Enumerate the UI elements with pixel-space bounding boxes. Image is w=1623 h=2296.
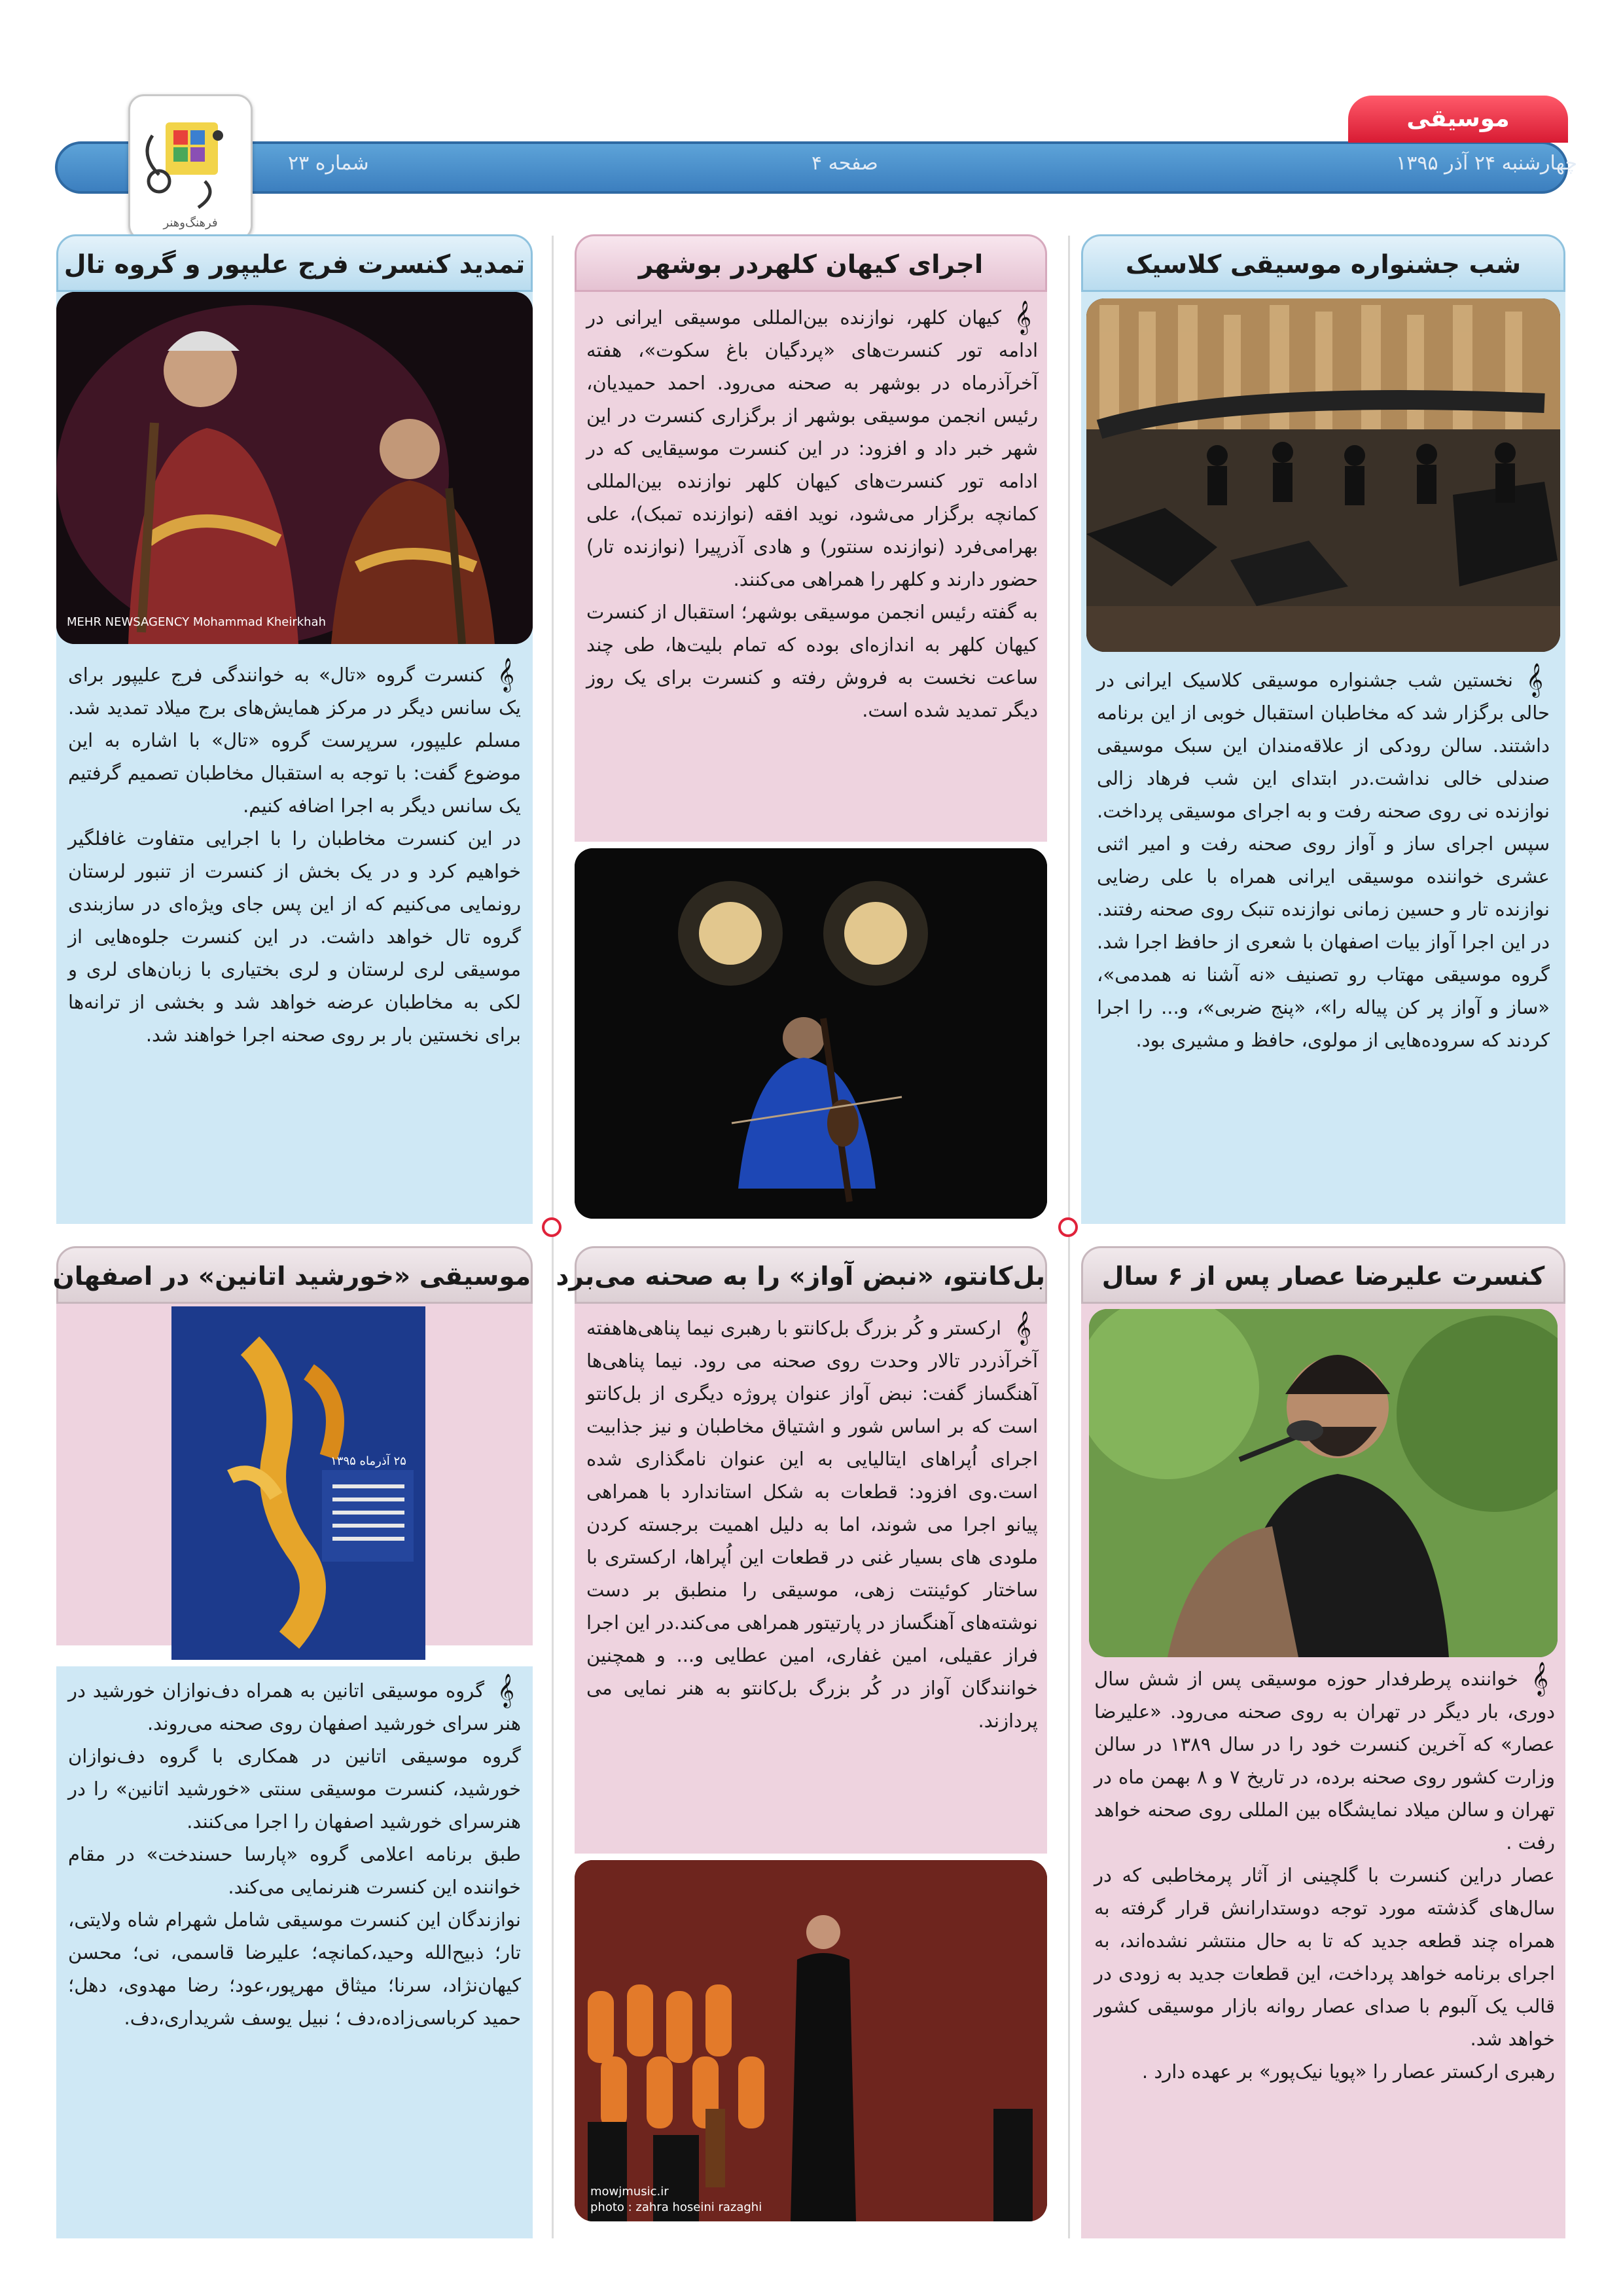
- divider-dot: [1058, 1217, 1078, 1237]
- article-title-classic: شب جشنواره موسیقی کلاسیک: [1081, 234, 1565, 292]
- tal-concert-photo: [56, 292, 533, 644]
- tal-paragraph-1: کنسرت گروه «تال» به خوانندگی فرج علیپور برای یک سانس دیگر در مرکز همایش‌های برج میلاد تمدید شد. مسلم علیپور، سرپرست گروه «تال» با اشاره به این موضوع گفت: با توجه به استقبال مخاطبان تصمیم گرفتیم یک سانس دیگر به اجرا اضافه کنیم.: [68, 664, 521, 817]
- article-title-khorshid: موسیقی «خورشید اتانین» در اصفهان: [56, 1246, 533, 1304]
- section-tab: موسیقی: [1348, 96, 1568, 143]
- article-title-assar: کنسرت علیرضا عصار پس از ۶ سال: [1081, 1246, 1565, 1304]
- music-note-icon: 𝄞: [1014, 1311, 1031, 1344]
- issue-date: چهارشنبه ۲۴ آذر ۱۳۹۵: [1396, 152, 1577, 175]
- article-body-classic: [1097, 664, 1550, 1056]
- belcanto-concert-photo: [575, 1860, 1047, 2221]
- tal-paragraph-2: در این کنسرت مخاطبان را با اجرایی متفاوت غافلگیر خواهیم کرد و در یک بخش از کنسرت از تنبور لرستان رونمایی می‌کنیم که از این پس جای ویژه‌ای در سازبندی گروه تال خواهد داشت. در این کنسرت جلوه‌هایی از موسیقی لری لرستان و لری بختیاری با زبان‌های لری و لکی به مخاطبان عرضه خواهد شد و بخشی از ترانه‌ها برای نخستین بار بر روی صحنه اجرا خواهند شد.: [68, 827, 521, 1046]
- poster-date: ۲۵ آذرماه ۱۳۹۵: [330, 1454, 406, 1468]
- article-body-khorshid: [68, 1674, 521, 2034]
- khorshid-paragraph-1: گروه موسیقی اتانین به همراه دف‌نوازان خورشید در هنر سرای خورشید اصفهان روی صحنه می‌روند.: [68, 1679, 521, 1734]
- music-note-icon: 𝄞: [1525, 663, 1543, 696]
- kalhor-paragraph-1: کیهان کلهر، نوازنده بین‌المللی موسیقی ایرانی در ادامه تور کنسرت‌های «پردگیان باغ سکوت»، هفته آخرآذرماه در بوشهر به صحنه می‌رود. احمد حمیدیان، رئیس انجمن موسیقی بوشهر از برگزاری کنسرت در این شهر خبر داد و افزود: در این کنسرت موسیقایی که در ادامه تور کنسرت‌های کیهان کلهر نوازنده بین‌المللی کمانچه برگزار می‌شود، نوید افقه (نوازنده تمبک)، علی بهرامی‌فرد (نوازنده سنتور) و هادی آذرپیرا (نوازنده تار) حضور دارند و کلهر را همراهی می‌کنند.: [586, 306, 1038, 590]
- music-note-icon: 𝄞: [1014, 300, 1031, 334]
- column-divider: [552, 236, 554, 2238]
- music-note-icon: 𝄞: [497, 1674, 514, 1707]
- article-title-tal: تمدید کنسرت فرج علیپور و گروه تال: [56, 234, 533, 292]
- page-number: صفحه ۴: [812, 152, 878, 175]
- article-title-kalhor: اجرای کیهان کلهردر بوشهر: [575, 234, 1047, 292]
- photo-credit: photo : zahra hoseini razaghi: [590, 2200, 762, 2214]
- column-divider: [1068, 236, 1070, 2238]
- assar-singer-photo: [1089, 1309, 1558, 1657]
- assar-paragraph-2: عصار دراین کنسرت با گلچینی از آثار پرمخاطبی که در سال‌های گذشته مورد توجه دوستدارانش قرار گرفته به همراه چند قطعه جدید که تا به حال منتشر نشده‌اند، به اجرای برنامه خواهد پرداخت، این قطعات جدید به زودی در قالب یک آلبوم با صدای عصار روانه بازار موسیقی کشور خواهد شد.: [1094, 1864, 1555, 2050]
- khorshid-paragraph-2: گروه موسیقی اتانین در همکاری با گروه دف‌نوازان خورشید، کنسرت موسیقی سنتی «خورشید اتانین» را در هنرسرای خورشید اصفهان را اجرا می‌کنند.: [68, 1745, 521, 1833]
- article-title-belcanto: بل‌کانتو، «نبض آواز» را به صحنه می‌برد: [575, 1246, 1047, 1304]
- article-body-belcanto: [586, 1312, 1038, 1737]
- belcanto-paragraph: ارکستر و کُر بزرگ بل‌کانتو با رهبری نیما پناهی‌هاهفته آخرآذردر تالار وحدت روی صحنه می رود. نیما پناهی‌ها آهنگساز گفت: نبض آواز عنوان پروژه دیگری از بل‌کانتو است که بر اساس شور و اشتیاق مخاطبان و نیز جذابیت اجرای اُپراهای ایتالیایی به این عنوان نامگذاری شده است.وی افزود: قطعات به شکل استاندارد با همراهی پیانو اجرا می شوند، اما به دلیل اهمیت برجسته کردن ملودی های بسیار غنی در قطعات این اُپراها، ارکستری با ساختار کوئینتت زهی، موسیقی را منطبق بر دست نوشته‌های آهنگساز در پارتیتور همراهی می‌کند.در این اجرا فراز عقیلی، امین غفاری، امین عطایی و... و همچنین خوانندگان آواز در کُر بزرگ بل‌کانتو به هنر نمایی می پردازند.: [586, 1317, 1038, 1732]
- khorshid-paragraph-3: طبق برنامه اعلامی گروه «پارسا حسندخت» در مقام خواننده این کنسرت هنرنمایی می‌کند.: [68, 1843, 521, 1898]
- music-note-icon: 𝄞: [497, 658, 514, 691]
- music-note-icon: 𝄞: [1531, 1662, 1548, 1695]
- khorshid-paragraph-4: نوازندگان این کنسرت موسیقی شامل شهرام شاه ولایتی، تار؛ ذبیح‌الله وحید،کمانچه؛ علیرضا قاسمی، نی؛ محسن کیهان‌نژاد، سرنا؛ میثاق مهرپور،عود؛ رضا مهدوی، دهل؛ حمید کرباسی‌زاده،دف ؛ نبیل یوسف شریداری،دف.: [68, 1909, 521, 2029]
- issue-number: شماره ۲۳: [288, 152, 369, 175]
- logo-text: فرهنگ‌وهنر: [163, 216, 218, 230]
- photo-credit: MEHR NEWSAGENCY Mohammad Kheirkhah: [67, 615, 326, 629]
- article-body-kalhor: [586, 301, 1038, 726]
- article-body-assar: [1094, 1662, 1555, 2088]
- assar-paragraph-3: رهبری ارکستر عصار را «پویا نیک‌پور» بر عهده دارد .: [1141, 2060, 1555, 2083]
- assar-paragraph-1: خواننده پرطرفدار حوزه موسیقی پس از شش سال دوری، بار دیگر در تهران به روی صحنه می‌رود. «علیرضا عصار» که آخرین کنسرت خود را در سال ۱۳۸۹ در سالن وزارت کشور روی صحنه برده، در تاریخ ۷ و ۸ بهمن ماه در تهران و سالن میلاد نمایشگاه بین المللی روی صحنه خواهد رفت .: [1094, 1668, 1555, 1854]
- classic-paragraph: نخستین شب جشنواره موسیقی کلاسیک ایرانی در حالی برگزار شد که مخاطبان استقبال خوبی از این برنامه داشتند. سالن رودکی از علاقه‌مندان این سبک موسیقی صندلی خالی نداشت.در ابتدای این شب فرهاد زالی نوازنده نی روی صحنه رفت و به اجرای موسیقی پرداخت. سپس اجرای ساز و آواز روی صحنه رفت و امیر اثنی عشری خواننده موسیقی ایرانی همراه با علی رضایی نوازنده تار و حسین زمانی نوازنده تنبک روی صحنه رفتند. در این اجرا آواز بیات اصفهان با شعری از حافظ اجرا شد. گروه موسیقی مهتاب رو تصنیف «نه آشنا نه همدمی»، «ساز و آواز پر کن پیاله را»، «پنج ضربی»، و... را اجرا کردند که سروده‌هایی از مولوی، حافظ و مشیری بود.: [1097, 669, 1550, 1051]
- divider-dot: [542, 1217, 562, 1237]
- khorshid-poster: [171, 1306, 425, 1660]
- photo-credit: mowjmusic.ir: [590, 2185, 669, 2198]
- classic-concert-photo: [1086, 298, 1560, 652]
- kalhor-paragraph-2: به گفته رئیس انجمن موسیقی بوشهر؛ استقبال از کنسرت کیهان کلهر به اندازه‌ای بوده که تمام بلیت‌ها، طی چند ساعت نخست به فروش رفته و کنسرت برای یک روز دیگر تمدید شده است.: [586, 601, 1038, 721]
- article-body-tal: [68, 658, 521, 1051]
- kalhor-concert-photo: [575, 848, 1047, 1219]
